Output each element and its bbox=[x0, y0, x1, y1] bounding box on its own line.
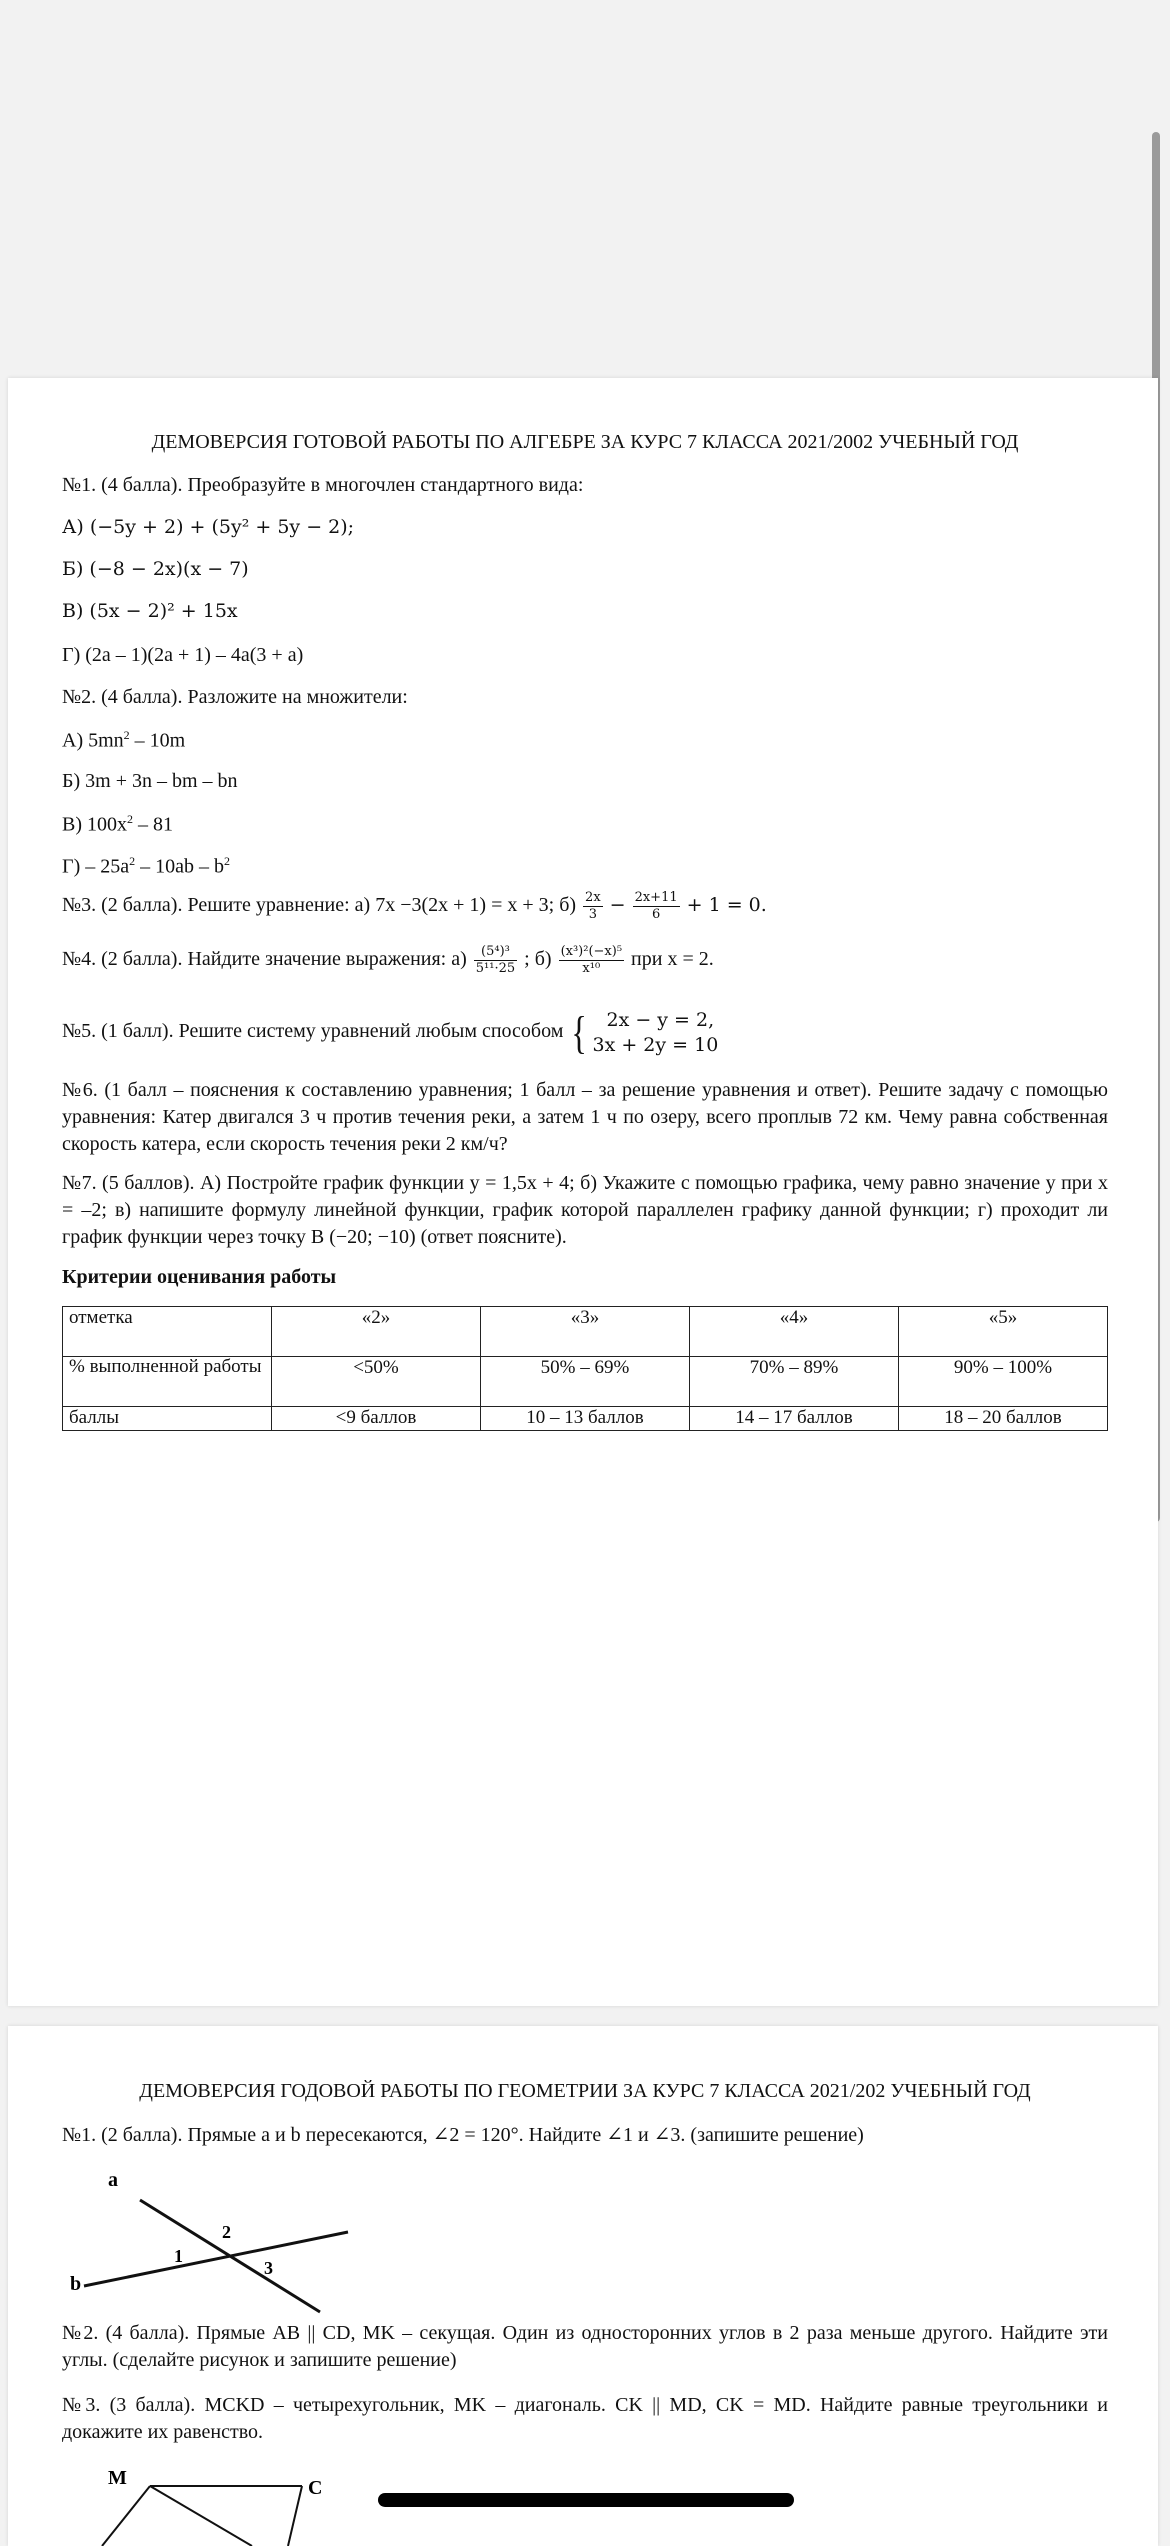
geometry-task3: №3. (3 балла). MCKD – четырехугольник, MK – диагональ. CK || MD, CK = MD. Найдите равные треугольники и докажите их равенство. bbox=[62, 2394, 1108, 2443]
task1-b: Б) (−8 − 2x)(x − 7) bbox=[62, 558, 249, 580]
table-cell: «5» bbox=[899, 1307, 1108, 1357]
table-row bbox=[63, 1407, 1108, 1431]
table-row bbox=[63, 1357, 1108, 1407]
home-indicator[interactable] bbox=[378, 2493, 794, 2507]
label-b: b bbox=[70, 2273, 82, 2295]
table-cell: отметка bbox=[63, 1307, 272, 1357]
task2-b: Б) 3m + 3n – bm – bn bbox=[62, 770, 238, 792]
angle-1-label: 1 bbox=[174, 2246, 183, 2266]
table-cell: 90% – 100% bbox=[899, 1357, 1108, 1407]
geometry-page bbox=[8, 2026, 1158, 2546]
table-cell: 70% – 89% bbox=[690, 1357, 899, 1407]
geometry-title: ДЕМОВЕРСИЯ ГОДОВОЙ РАБОТЫ ПО ГЕОМЕТРИИ ЗА КУРС 7 КЛАССА 2021/202 УЧЕБНЫЙ ГОД bbox=[139, 2080, 1031, 2102]
task2-v: В) $100x^2 - 81$ bbox=[62, 812, 173, 836]
task1-heading: №1. (4 балла). Преобразуйте в многочлен стандартного вида: bbox=[62, 474, 584, 496]
fraction-5-power: $\frac{\text{(5⁴)³}}{\text{5¹¹·25}}$ bbox=[475, 944, 516, 976]
task2-heading: №2. (4 балла). Разложите на множители: bbox=[62, 686, 408, 708]
table-cell: 14 – 17 баллов bbox=[690, 1407, 899, 1431]
task1-a: А) (−5y + 2) + (5y² + 5y − 2); bbox=[62, 516, 355, 538]
algebra-title: ДЕМОВЕРСИЯ ГОТОВОЙ РАБОТЫ ПО АЛГЕБРЕ ЗА КУРС 7 КЛАССА 2021/2002 УЧЕБНЫЙ ГОД bbox=[151, 431, 1019, 453]
table-cell: «2» bbox=[272, 1307, 481, 1357]
side-ck bbox=[288, 2486, 302, 2546]
table-cell: 18 – 20 баллов bbox=[899, 1407, 1108, 1431]
fraction-2x11-over-6: $\frac{2x+11}{6}$ bbox=[634, 890, 678, 922]
task2-a: А) $5mn^2 - 10m$ bbox=[62, 728, 186, 752]
system-brace: { bbox=[571, 1007, 588, 1058]
diagonal-mk bbox=[150, 2486, 252, 2546]
table-cell: <50% bbox=[272, 1357, 481, 1407]
task6: №6. (1 балл – пояснения к составлению уравнения; 1 балл – за решение уравнения и ответ). Решите задачу с помощью уравнения: Катер двигался 3 ч против течения реки, а затем 1 ч по озеру, всего проплыв 72 км. Чему равна собственная скорость катера, если скорость течения реки 2 км/ч? bbox=[62, 1079, 1108, 1155]
table-cell: «3» bbox=[481, 1307, 690, 1357]
task1-v: В) (5x − 2)² + 15x bbox=[62, 600, 238, 622]
angle-3-label: 3 bbox=[264, 2258, 273, 2278]
algebra-page bbox=[8, 378, 1158, 2006]
label-m: M bbox=[108, 2467, 127, 2489]
table-row bbox=[63, 1307, 1108, 1357]
task4: №4. (2 балла). Найдите значение выражения: а) $\frac{\text{(5⁴)³}}{\text{5¹¹·25}}$ ; б) $\frac{\text{(x³)²(−x)⁵}}{\text{x¹⁰}}$ при x = 2. bbox=[62, 944, 714, 976]
table-cell: % выполненной работы bbox=[63, 1357, 272, 1407]
table-cell: баллы bbox=[63, 1407, 272, 1431]
table-cell: «4» bbox=[690, 1307, 899, 1357]
label-a: a bbox=[108, 2169, 118, 2191]
geometry-task1: №1. (2 балла). Прямые a и b пересекаются, ∠2 = 120°. Найдите ∠1 и ∠3. (запишите решение) bbox=[62, 2124, 864, 2146]
task7: №7. (5 баллов). А) Постройте график функции y = 1,5x + 4; б) Укажите с помощью графика, чему равно значение y при x = –2; в) напишите формулу линейной функции, график которой параллелен графику данной функции; г) проходит ли график функции через точку B (−20; −10) (ответ поясните). bbox=[62, 1172, 1108, 1248]
criteria-table bbox=[62, 1306, 1108, 1431]
intersecting-lines-figure bbox=[62, 2154, 402, 2324]
equation-system: 2x − y = 2, 3x + 2y = 10 bbox=[592, 1008, 719, 1056]
task1-g: Г) (2a – 1)(2a + 1) – 4a(3 + a) bbox=[62, 644, 304, 666]
label-c: C bbox=[308, 2477, 323, 2499]
table-cell: <9 баллов bbox=[272, 1407, 481, 1431]
table-cell: 10 – 13 баллов bbox=[481, 1407, 690, 1431]
geometry-task2: №2. (4 балла). Прямые AB || CD, MK – секущая. Один из односторонних углов в 2 раза меньше другого. Найдите эти углы. (сделайте рисунок и запишите решение) bbox=[62, 2322, 1108, 2371]
side-md bbox=[102, 2486, 150, 2546]
fraction-2x-over-3: $\frac{2x}{3}$ bbox=[585, 890, 601, 922]
task3: №3. (2 балла). Решите уравнение: а) 7x −3(2x + 1) = x + 3; б) $\frac{2x}{3}$ − $\frac{2x+11}{6}$ + 1 = 0. bbox=[62, 890, 767, 922]
task5: №5. (1 балл). Решите систему уравнений любым способом { 2x − y = 2, 3x + 2y = 10 bbox=[62, 1007, 719, 1058]
task2-g: $Г) - 25a^2 - 10ab - b^2$ bbox=[62, 854, 230, 878]
table-cell: 50% – 69% bbox=[481, 1357, 690, 1407]
line-b bbox=[84, 2232, 348, 2286]
criteria-title: Критерии оценивания работы bbox=[62, 1266, 337, 1288]
angle-2-label: 2 bbox=[222, 2222, 231, 2242]
fraction-x-power: $\frac{\text{(x³)²(−x)⁵}}{\text{x¹⁰}}$ bbox=[560, 944, 623, 976]
